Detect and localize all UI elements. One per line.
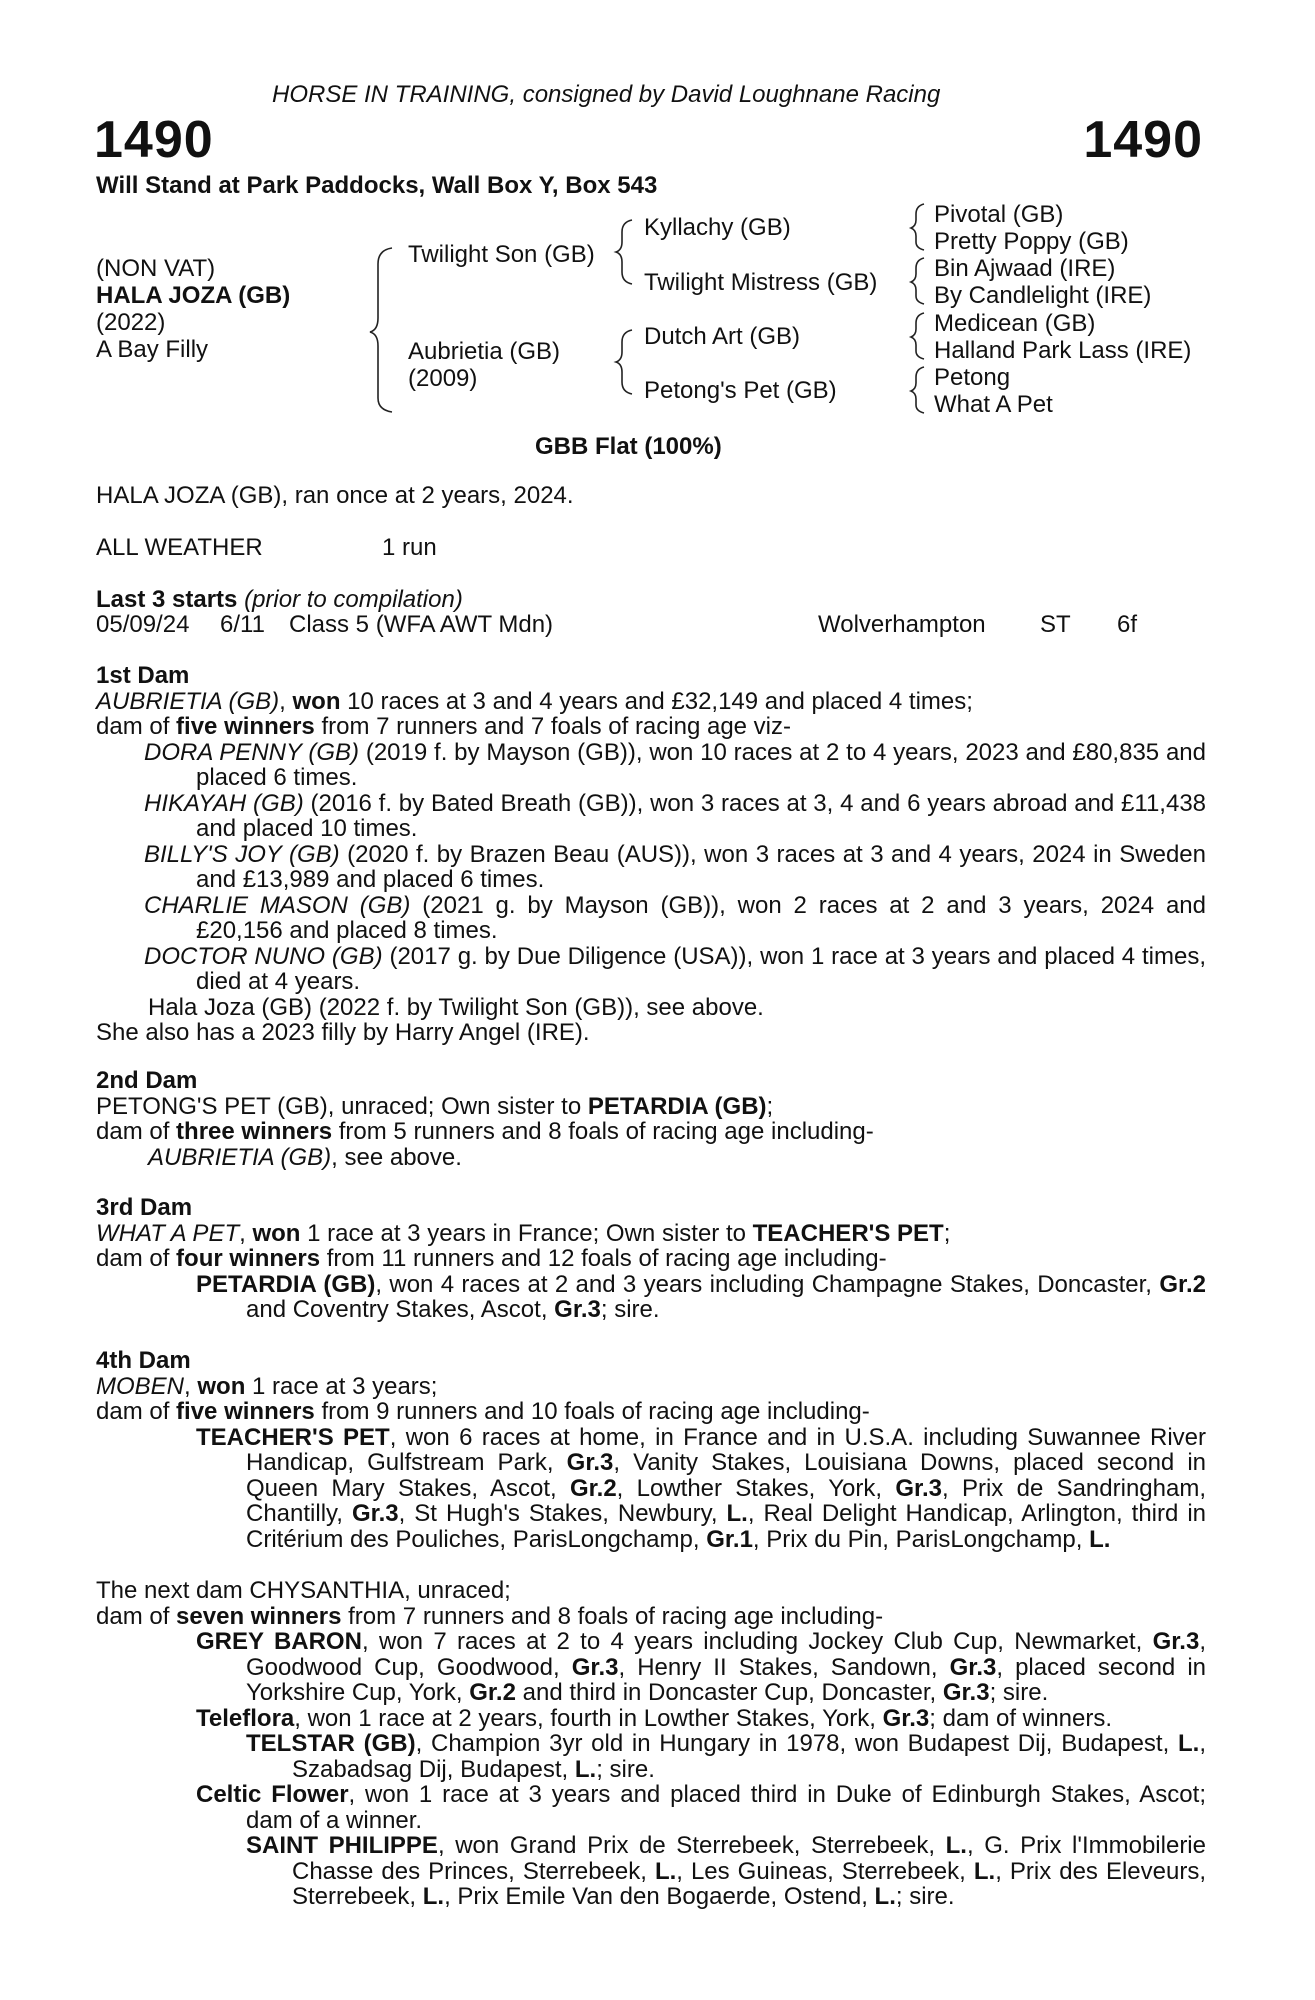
race-summary: HALA JOZA (GB), ran once at 2 years, 2024.	[96, 482, 574, 509]
start-course: Wolverhampton	[818, 611, 986, 638]
fourth-dam-heading: 4th Dam	[96, 1347, 191, 1374]
first-dam-record: AUBRIETIA (GB), won 10 races at 3 and 4 years and £32,149 and placed 4 times;	[96, 687, 973, 715]
offspring-telstar: TELSTAR (GB), Champion 3yr old in Hungary in 1978, won Budapest Dij, Budapest, L., Szabadsag Dij, Budapest, L.; sire.	[246, 1730, 1207, 1783]
lot-number-left: 1490	[94, 111, 214, 169]
pedigree-sire: Twilight Son (GB)	[408, 241, 595, 268]
brace-dutch-art	[911, 313, 924, 359]
fourth-dam-offspring: TEACHER'S PET, won 6 races at home, in France and in U.S.A. including Suwannee River Handicap, Gulfstream Park, Gr.3, Vanity Stakes, Louisiana Downs, placed second in Queen Mary Stakes, Ascot, Gr.2, Lowther Stakes, York, Gr.3, Prix de Sandringham, Chantilly, Gr.3, St Hugh's Stakes, Newbury, L., Real Delight Handicap, Arlington, third in Critérium des Pouliches, ParisLongchamp, Gr.1, Prix du Pin, ParisLongchamp, L.	[196, 1423, 1207, 1553]
offspring-item: CHARLIE MASON (GB) (2021 g. by Mayson (GB)), won 2 races at 2 and 3 years, 2024 and £20,156 and placed 8 times.	[144, 891, 1207, 944]
fourth-dam-produce: dam of five winners from 9 runners and 10 foals of racing age including-	[96, 1398, 870, 1425]
start-going: ST	[1040, 611, 1071, 638]
pedigree-dsd: Halland Park Lass (IRE)	[934, 337, 1192, 364]
second-dam-record: PETONG'S PET (GB), unraced; Own sister to PETARDIA (GB);	[96, 1092, 774, 1120]
brace-kyllachy	[911, 204, 924, 250]
first-dam-produce: dam of five winners from 7 runners and 7 foals of racing age viz-	[96, 713, 792, 740]
fourth-dam-section	[96, 1348, 1206, 1552]
pedigree-ddd: What A Pet	[934, 391, 1053, 418]
surface-label: ALL WEATHER	[96, 534, 263, 561]
pedigree-dam-dam: Petong's Pet (GB)	[644, 377, 837, 404]
offspring-self: Hala Joza (GB) (2022 f. by Twilight Son (GB)), see above.	[148, 993, 764, 1021]
brace-petongs-pet	[911, 367, 924, 413]
offspring-saint-philippe: SAINT PHILIPPE, won Grand Prix de Sterrebeek, Sterrebeek, L., G. Prix l'Immobilerie Chasse des Princes, Sterrebeek, L., Les Guineas, Sterrebeek, L., Prix des Eleveurs, Sterrebeek, L., Prix Emile Van den Bogaerde, Ostend, L.; sire.	[246, 1832, 1206, 1910]
first-dam-section	[96, 663, 1206, 1046]
fourth-dam-record: MOBEN, won 1 race at 3 years;	[96, 1372, 438, 1400]
start-distance: 6f	[1117, 611, 1138, 638]
start-position: 6/11	[220, 611, 265, 638]
stand-location: Will Stand at Park Paddocks, Wall Box Y, Box 543	[96, 172, 658, 199]
second-dam-produce: dam of three winners from 5 runners and 8 foals of racing age including-	[96, 1118, 874, 1145]
third-dam-record: WHAT A PET, won 1 race at 3 years in France; Own sister to TEACHER'S PET;	[96, 1219, 951, 1247]
first-dam-also: She also has a 2023 filly by Harry Angel (IRE).	[96, 1019, 590, 1046]
pedigree-dds: Petong	[934, 364, 1011, 391]
vat-status: (NON VAT)	[96, 255, 216, 282]
offspring-item: BILLY'S JOY (GB) (2020 f. by Brazen Beau (AUS)), won 3 races at 3 and 4 years, 2024 in Sweden and £13,989 and placed 6 times.	[144, 840, 1206, 893]
pedigree-sds: Bin Ajwaad (IRE)	[934, 255, 1116, 282]
brace-main	[370, 248, 392, 412]
pedigree-dam-year: (2009)	[408, 365, 478, 392]
third-dam-produce: dam of four winners from 11 runners and 12 foals of racing age including-	[96, 1245, 887, 1272]
offspring-item: DORA PENNY (GB) (2019 f. by Mayson (GB)), won 10 races at 2 to 4 years, 2023 and £80,835 and placed 6 times.	[144, 738, 1207, 791]
offspring-teleflora: Teleflora, won 1 race at 2 years, fourth in Lowther Stakes, York, Gr.3; dam of winners.	[196, 1704, 1113, 1732]
second-dam-section	[96, 1068, 1206, 1170]
lot-number-right: 1490	[1083, 111, 1203, 169]
offspring-item: DOCTOR NUNO (GB) (2017 g. by Due Diligence (USA)), won 1 race at 3 years and placed 4 times, died at 4 years.	[144, 942, 1206, 995]
brace-twilight-mistress	[911, 258, 924, 304]
gbb-status: GBB Flat (100%)	[535, 433, 722, 460]
third-dam-section	[96, 1195, 1206, 1323]
next-dam-section	[96, 1578, 1206, 1910]
horse-description: A Bay Filly	[96, 336, 209, 363]
horse-year: (2022)	[96, 309, 166, 336]
second-dam-heading: 2nd Dam	[96, 1067, 198, 1094]
pedigree-sire-dam: Twilight Mistress (GB)	[644, 269, 878, 296]
horse-name: HALA JOZA (GB)	[96, 282, 291, 309]
offspring-grey-baron: GREY BARON, won 7 races at 2 to 4 years including Jockey Club Cup, Newmarket, Gr.3, Goodwood Cup, Goodwood, Gr.3, Henry II Stakes, Sandown, Gr.3, placed second in Yorkshire Cup, York, Gr.2 and third in Doncaster Cup, Doncaster, Gr.3; sire.	[196, 1628, 1207, 1706]
start-date: 05/09/24	[96, 611, 190, 638]
next-dam-line: The next dam CHYSANTHIA, unraced;	[96, 1577, 511, 1604]
pedigree-dam: Aubrietia (GB)	[408, 338, 561, 365]
brace-sire	[616, 220, 632, 284]
pedigree-sire-sire: Kyllachy (GB)	[644, 214, 791, 241]
next-dam-produce: dam of seven winners from 7 runners and 8 foals of racing age including-	[96, 1602, 884, 1630]
third-dam-offspring: PETARDIA (GB), won 4 races at 2 and 3 years including Champagne Stakes, Doncaster, Gr.2 and Coventry Stakes, Ascot, Gr.3; sire.	[196, 1270, 1207, 1323]
first-dam-heading: 1st Dam	[96, 662, 190, 689]
offspring-item: HIKAYAH (GB) (2016 f. by Bated Breath (GB)), won 3 races at 3, 4 and 6 years abroad and £11,438 and placed 10 times.	[144, 789, 1207, 842]
consignment-line: HORSE IN TRAINING, consigned by David Loughnane Racing	[272, 81, 941, 108]
pedigree-sss: Pivotal (GB)	[934, 201, 1064, 228]
offspring-celtic-flower: Celtic Flower, won 1 race at 3 years and placed third in Duke of Edinburgh Stakes, Ascot; dam of a winner.	[196, 1781, 1206, 1834]
pedigree-ssd: Pretty Poppy (GB)	[934, 228, 1129, 255]
pedigree-dam-sire: Dutch Art (GB)	[644, 323, 801, 350]
pedigree-dss: Medicean (GB)	[934, 310, 1096, 337]
pedigree-sdd: By Candlelight (IRE)	[934, 282, 1152, 309]
second-dam-offspring: AUBRIETIA (GB), see above.	[148, 1143, 462, 1171]
third-dam-heading: 3rd Dam	[96, 1194, 193, 1221]
last-starts-heading: Last 3 starts (prior to compilation)	[96, 586, 463, 613]
surface-runs: 1 run	[382, 534, 437, 561]
brace-dam	[616, 330, 632, 394]
start-race: Class 5 (WFA AWT Mdn)	[289, 611, 554, 638]
